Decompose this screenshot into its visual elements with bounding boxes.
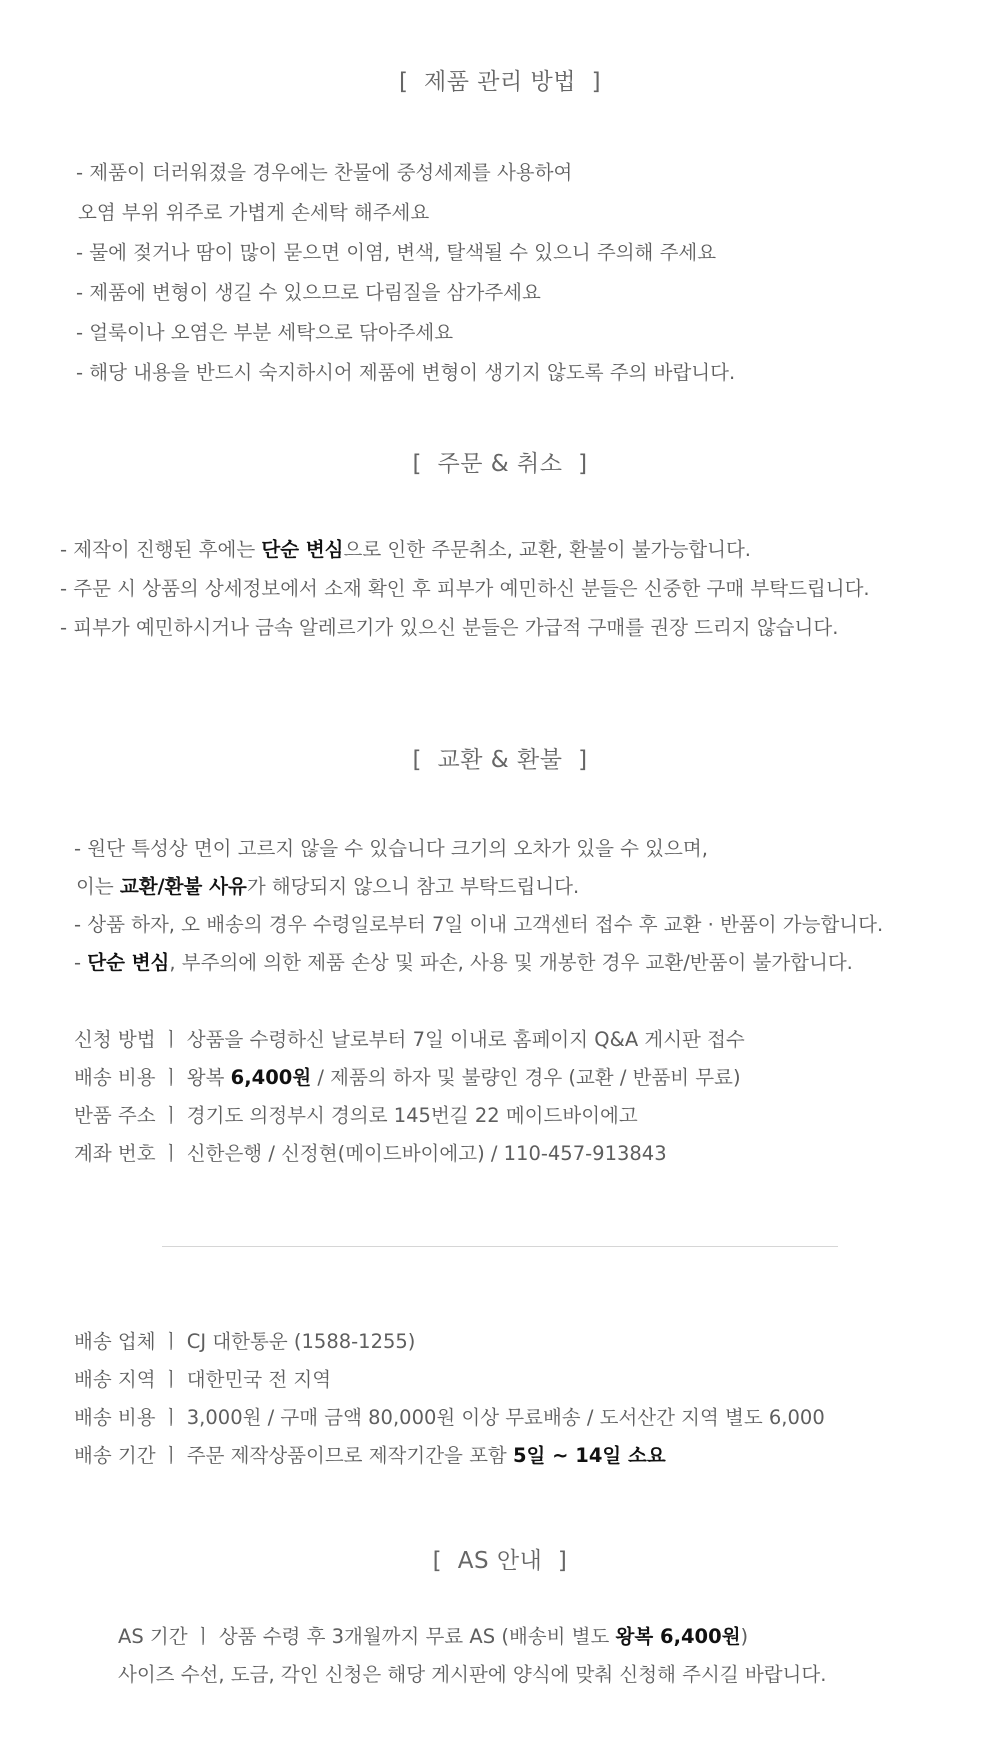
care-line-4: - 제품에 변형이 생길 수 있으므로 다림질을 삼가주세요 (76, 281, 541, 304)
as-cost-emphasis: 왕복 6,400원 (615, 1625, 741, 1648)
exchange-section-title: [ 교환 & 환불 ] (412, 747, 588, 773)
shipping-period-emphasis: 5일 ~ 14일 소요 (512, 1444, 666, 1467)
order-line-2: - 주문 시 상품의 상세정보에서 소재 확인 후 피부가 예민하신 분들은 신중한 구매 부탁드립니다. (60, 577, 870, 600)
exchange-line-1: - 원단 특성상 면이 고르지 않을 수 있습니다 크기의 오차가 있을 수 있으며, (74, 837, 708, 860)
exchange-return-address: 반품 주소 ㅣ 경기도 의정부시 경의로 145번길 22 메이드바이에고 (74, 1104, 638, 1127)
order-line-3: - 피부가 예민하시거나 금속 알레르기가 있으신 분들은 가급적 구매를 권장 드리지 않습니다. (60, 616, 839, 639)
care-line-5: - 얼룩이나 오염은 부분 세탁으로 닦아주세요 (76, 321, 454, 344)
exchange-line-4: - 단순 변심, 부주의에 의한 제품 손상 및 파손, 사용 및 개봉한 경우 교환/반품이 불가합니다. (74, 951, 853, 974)
exchange-emphasis-2: 단순 변심 (87, 951, 170, 974)
care-line-6: - 해당 내용을 반드시 숙지하시어 제품에 변형이 생기지 않도록 주의 바랍니다. (76, 361, 736, 384)
shipping-carrier: 배송 업체 ㅣ CJ 대한통운 (1588-1255) (74, 1330, 416, 1353)
as-period: AS 기간 ㅣ 상품 수령 후 3개월까지 무료 AS (배송비 별도 왕복 6,400원) (118, 1625, 749, 1648)
care-line-1: - 제품이 더러워졌을 경우에는 찬물에 중성세제를 사용하여 (76, 161, 573, 184)
exchange-emphasis: 교환/환불 사유 (119, 875, 247, 898)
care-line-2: 오염 부위 위주로 가볍게 손세탁 해주세요 (78, 201, 430, 224)
care-line-3: - 물에 젖거나 땀이 많이 묻으면 이염, 변색, 탈색될 수 있으니 주의해 주세요 (76, 241, 717, 264)
exchange-shipping-cost: 배송 비용 ㅣ 왕복 6,400원 / 제품의 하자 및 불량인 경우 (교환 / 반품비 무료) (74, 1066, 741, 1089)
shipping-period: 배송 기간 ㅣ 주문 제작상품이므로 제작기간을 포함 5일 ~ 14일 소요 (74, 1444, 666, 1467)
order-section-title: [ 주문 & 취소 ] (412, 451, 588, 477)
care-section-title: [ 제품 관리 방법 ] (398, 69, 602, 95)
section-divider (162, 1246, 838, 1247)
exchange-cost-emphasis: 6,400원 (230, 1066, 312, 1089)
exchange-apply-method: 신청 방법 ㅣ 상품을 수령하신 날로부터 7일 이내로 홈페이지 Q&A 게시판 접수 (74, 1028, 745, 1051)
order-line-1: - 제작이 진행된 후에는 단순 변심으로 인한 주문취소, 교환, 환불이 불가능합니다. (60, 538, 752, 561)
exchange-line-2: 이는 교환/환불 사유가 해당되지 않으니 참고 부탁드립니다. (76, 875, 580, 898)
order-emphasis: 단순 변심 (261, 538, 344, 561)
exchange-account-number: 계좌 번호 ㅣ 신한은행 / 신정현(메이드바이에고) / 110-457-913843 (74, 1142, 667, 1165)
as-request-note: 사이즈 수선, 도금, 각인 신청은 해당 게시판에 양식에 맞춰 신청해 주시길 바랍니다. (118, 1663, 827, 1686)
shipping-cost: 배송 비용 ㅣ 3,000원 / 구매 금액 80,000원 이상 무료배송 / 도서산간 지역 별도 6,000 (74, 1406, 825, 1429)
shipping-region: 배송 지역 ㅣ 대한민국 전 지역 (74, 1368, 332, 1391)
as-section-title: [ AS 안내 ] (432, 1548, 568, 1574)
exchange-line-3: - 상품 하자, 오 배송의 경우 수령일로부터 7일 이내 고객센터 접수 후 교환 · 반품이 가능합니다. (74, 913, 884, 936)
